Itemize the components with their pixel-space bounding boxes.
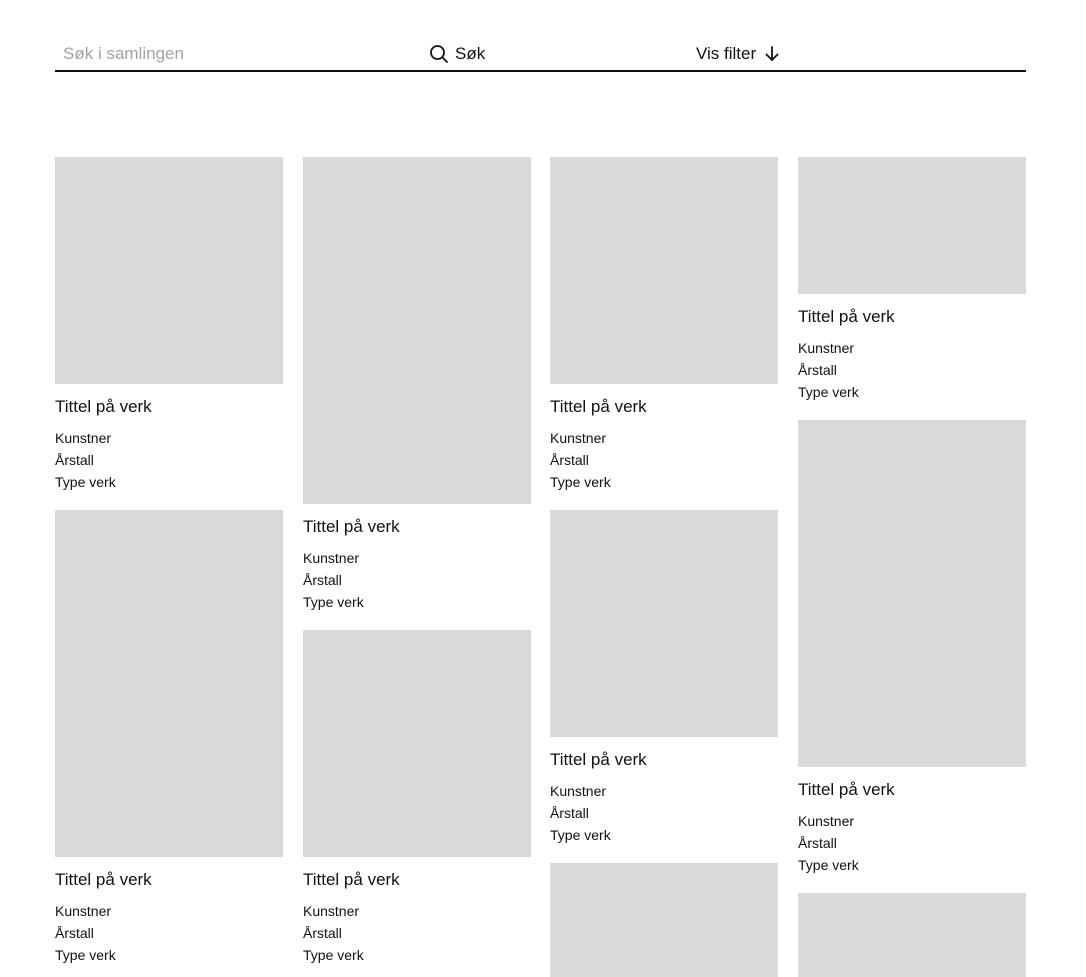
show-filter-label: Vis filter (696, 44, 757, 63)
artwork-title: Tittel på verk (550, 750, 647, 769)
artwork-title: Tittel på verk (303, 517, 400, 536)
artwork-artist: Kunstner (55, 430, 112, 446)
artwork-title: Tittel på verk (303, 870, 400, 889)
artwork-image (798, 157, 1026, 294)
artwork-image (303, 157, 531, 504)
artwork-type: Type verk (303, 594, 364, 610)
artwork-type: Type verk (798, 384, 859, 400)
artwork-image (798, 420, 1026, 767)
artwork-type: Type verk (55, 947, 116, 963)
artwork-year: Årstall (798, 835, 837, 851)
artwork-artist: Kunstner (55, 903, 112, 919)
artwork-title: Tittel på verk (550, 397, 647, 416)
artwork-image (550, 510, 778, 737)
artwork-year: Årstall (55, 925, 94, 941)
artwork-year: Årstall (303, 925, 342, 941)
artwork-artist: Kunstner (303, 550, 360, 566)
artwork-card[interactable] (798, 420, 1026, 876)
artwork-type: Type verk (303, 947, 364, 963)
search-icon (429, 44, 449, 64)
artwork-card[interactable] (798, 157, 1026, 403)
artwork-artist: Kunstner (550, 430, 607, 446)
search-input[interactable] (63, 42, 413, 66)
artwork-card[interactable] (798, 893, 1026, 977)
artwork-title: Tittel på verk (798, 307, 895, 326)
artwork-title: Tittel på verk (55, 397, 152, 416)
artwork-artist: Kunstner (798, 813, 855, 829)
artwork-image (798, 893, 1026, 977)
artwork-type: Type verk (55, 474, 116, 490)
artwork-artist: Kunstner (550, 783, 607, 799)
artwork-year: Årstall (55, 452, 94, 468)
artwork-type: Type verk (550, 474, 611, 490)
artwork-card[interactable] (303, 630, 531, 966)
search-bar (55, 36, 1026, 72)
artwork-artist: Kunstner (798, 340, 855, 356)
artwork-image (55, 157, 283, 384)
artwork-image (550, 157, 778, 384)
artwork-year: Årstall (550, 805, 589, 821)
artwork-card[interactable] (55, 510, 283, 966)
search-button-label: Søk (455, 44, 486, 63)
artwork-year: Årstall (798, 362, 837, 378)
artwork-year: Årstall (303, 572, 342, 588)
artwork-image (55, 510, 283, 857)
show-filter-button[interactable] (696, 41, 780, 67)
artwork-image (303, 630, 531, 857)
artwork-image (550, 863, 778, 977)
artwork-type: Type verk (798, 857, 859, 873)
artwork-artist: Kunstner (303, 903, 360, 919)
artwork-card[interactable] (55, 157, 283, 493)
artwork-title: Tittel på verk (55, 870, 152, 889)
artwork-title: Tittel på verk (798, 780, 895, 799)
artwork-card[interactable] (303, 157, 531, 613)
artwork-year: Årstall (550, 452, 589, 468)
arrow-down-icon (764, 45, 780, 63)
search-button[interactable] (429, 41, 485, 67)
artwork-card[interactable] (550, 863, 778, 977)
artwork-card[interactable] (550, 157, 778, 493)
artwork-card[interactable] (550, 510, 778, 846)
artwork-type: Type verk (550, 827, 611, 843)
